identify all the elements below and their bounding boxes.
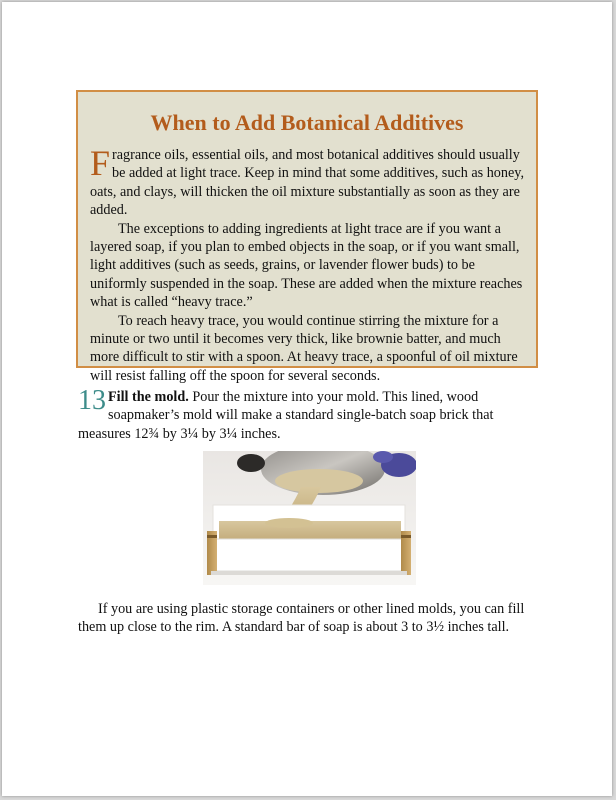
pouring-soap-photo	[203, 451, 416, 585]
document-page	[2, 2, 612, 796]
sidebar-paragraph-1-text: ragrance oils, essential oils, and most botanical additives should usually be added at light trace. Keep in mind that some additives, such as honey, oats, and clays, will thicken the oil mixture substantially as soon as they are added.	[90, 147, 525, 219]
step-lead: Fill the mold.	[108, 389, 189, 405]
sidebar-title: When to Add Botanical Additives	[150, 110, 464, 135]
pouring-soap-illustration	[203, 451, 416, 585]
step-13	[78, 385, 542, 443]
sidebar-paragraph-1	[90, 143, 525, 220]
sidebar-paragraph-2: The exceptions to adding ingredients at light trace are if you want a layered soap, if you plan to embed objects in the soap, or if you want small, light additives (such as seeds, grains, or lavender flower buds) to be uniformly suspended in the soap. These are added when the mixture reaches what is called “heavy trace.”	[90, 220, 523, 311]
sidebar-paragraph-3: To reach heavy trace, you would continue stirring the mixture for a minute or two until it becomes very thick, like brownie batter, and much more difficult to stir with a spoon. At heavy trace, a spoonful of oil mixture will resist falling off the spoon for several seconds.	[90, 312, 518, 384]
closing-paragraph: If you are using plastic storage containers or other lined molds, you can fill them up close to the rim. A standard bar of soap is about 3 to 3½ inches tall.	[78, 601, 525, 636]
botanical-additives-sidebar	[76, 90, 538, 384]
step-text: Pour the mixture into your mold. This lined, wood soapmaker’s mold will make a standard single-batch soap brick that measures 12¾ by 3¼ by 3¼ inches.	[78, 389, 494, 442]
drop-cap: F	[90, 143, 111, 183]
step-number: 13	[78, 385, 106, 416]
